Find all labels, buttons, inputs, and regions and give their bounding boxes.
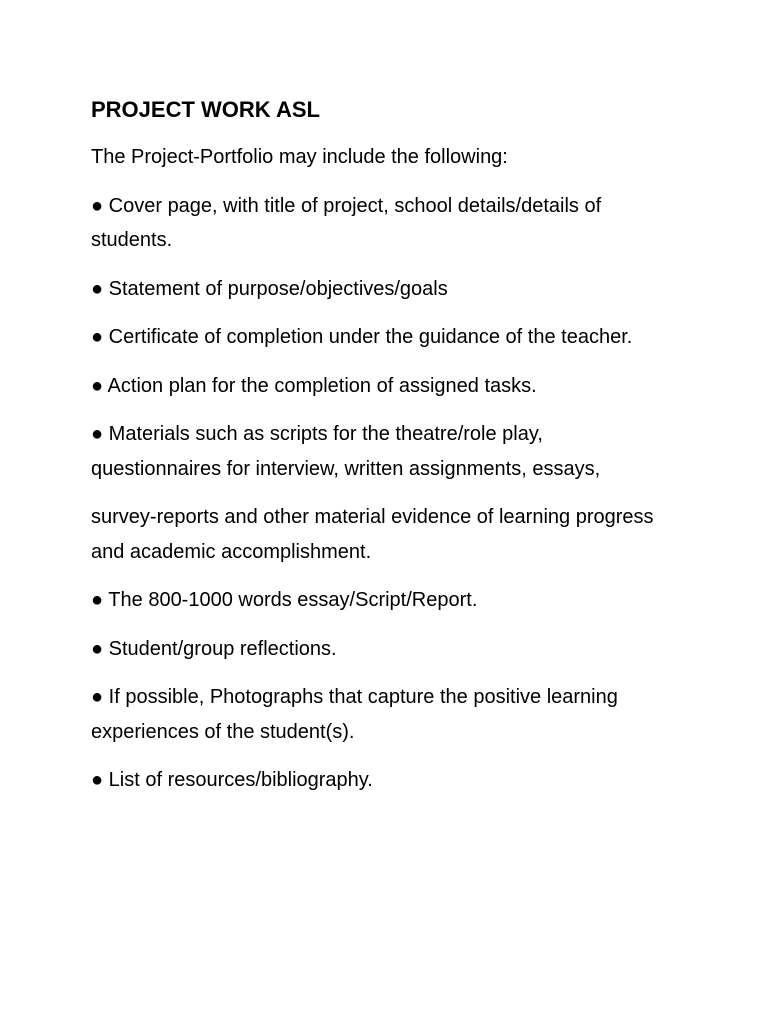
list-item-statement xyxy=(91,272,681,307)
bullet-icon: ● xyxy=(91,589,104,611)
list-item-text: Action plan for the completion of assigned tasks. xyxy=(107,374,537,397)
continuation-paragraph xyxy=(91,500,666,569)
bullet-icon: ● xyxy=(91,637,104,660)
list-item-certificate xyxy=(91,320,651,355)
bullet-icon: ● xyxy=(91,277,104,300)
paragraph-text: survey-reports and other material evidence of learning progress and academic accomplishment. xyxy=(91,506,654,563)
list-item-text: Certificate of completion under the guidance of the teacher. xyxy=(108,326,633,348)
list-item-reflections xyxy=(91,632,681,667)
list-item-action-plan xyxy=(91,369,681,404)
intro-paragraph: The Project-Portfolio may include the following: xyxy=(91,146,508,168)
bullet-icon: ● xyxy=(91,194,104,217)
list-item-essay xyxy=(91,583,681,618)
bullet-icon: ● xyxy=(91,423,104,445)
list-item-text: Cover page, with title of project, school details/details of students. xyxy=(91,194,602,251)
list-item-text: Student/group reflections. xyxy=(108,637,337,660)
document-title: PROJECT WORK ASL xyxy=(91,97,320,122)
list-item-text: The 800-1000 words essay/Script/Report. xyxy=(108,589,478,611)
list-item-text: List of resources/bibliography. xyxy=(108,769,373,791)
list-item-text: If possible, Photographs that capture the positive learning experiences of the student(s). xyxy=(91,686,618,743)
list-item-resources xyxy=(91,763,681,798)
list-item-materials xyxy=(91,417,636,486)
bullet-icon: ● xyxy=(91,686,104,708)
bullet-icon: ● xyxy=(91,769,104,791)
document-body xyxy=(91,94,681,812)
list-item-cover-page xyxy=(91,189,671,258)
list-item-text: Statement of purpose/objectives/goals xyxy=(108,277,448,300)
bullet-icon: ● xyxy=(91,374,104,397)
bullet-icon: ● xyxy=(91,326,104,348)
list-item-photographs xyxy=(91,680,631,749)
list-item-text: Materials such as scripts for the theatre/role play, questionnaires for interview, written assignments, essays, xyxy=(91,423,601,480)
